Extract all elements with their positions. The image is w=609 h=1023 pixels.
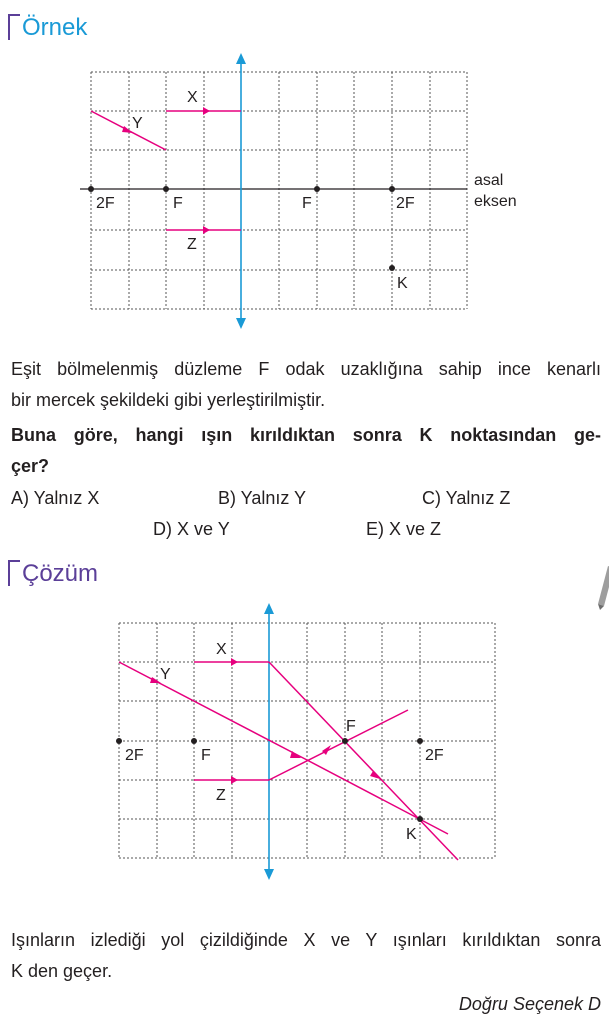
label-f-left: F	[173, 195, 183, 212]
question-line-2: çer?	[11, 456, 50, 476]
solution-line-1: Işınların izlediği yol çizildiğinde X ve Y ışınları kırıldıktan sonra	[11, 930, 601, 950]
solution-grid	[119, 623, 495, 858]
label-2f-right: 2F	[425, 747, 444, 764]
example-line-2: bir mercek şekildeki gibi yerleştirilmiştir.	[11, 390, 326, 410]
option-e[interactable]: E) X ve Z	[366, 519, 442, 539]
label-f: F	[346, 718, 356, 735]
label-f-left: F	[201, 747, 211, 764]
correct-answer: Doğru Seçenek D	[458, 994, 601, 1014]
solution-line-2: K den geçer.	[11, 961, 113, 981]
point-f-left	[191, 738, 197, 744]
label-2f-left: 2F	[96, 195, 115, 212]
label-k: K	[397, 275, 408, 292]
option-b[interactable]: B) Yalnız Y	[218, 488, 307, 508]
label-axis-1: asal	[474, 172, 504, 189]
solution-title: Çözüm	[22, 560, 99, 587]
label-z: Z	[187, 236, 197, 253]
point-f-right	[342, 738, 348, 744]
label-z: Z	[216, 787, 226, 804]
option-d[interactable]: D) X ve Y	[153, 519, 230, 539]
question-line-1: Buna göre, hangi ışın kırıldıktan sonra K noktasından ge-	[11, 425, 601, 445]
solution-description	[11, 925, 601, 987]
label-y: Y	[160, 666, 171, 683]
label-x: X	[187, 89, 198, 106]
label-2f-left: 2F	[125, 747, 144, 764]
point-2f-right	[417, 738, 423, 744]
label-x: X	[216, 641, 227, 658]
option-c[interactable]: C) Yalnız Z	[422, 488, 511, 508]
label-k: K	[406, 826, 417, 843]
label-y: Y	[132, 115, 143, 132]
label-axis-2: eksen	[474, 193, 517, 210]
label-f-right: F	[302, 195, 312, 212]
option-a[interactable]: A) Yalnız X	[11, 488, 100, 508]
label-2f-right: 2F	[396, 195, 415, 212]
point-2f-left	[116, 738, 122, 744]
point-k	[417, 816, 423, 822]
example-line-1: Eşit bölmelenmiş düzleme F odak uzaklığına sahip ince kenarlı	[11, 359, 601, 379]
example-title: Örnek	[22, 14, 88, 41]
